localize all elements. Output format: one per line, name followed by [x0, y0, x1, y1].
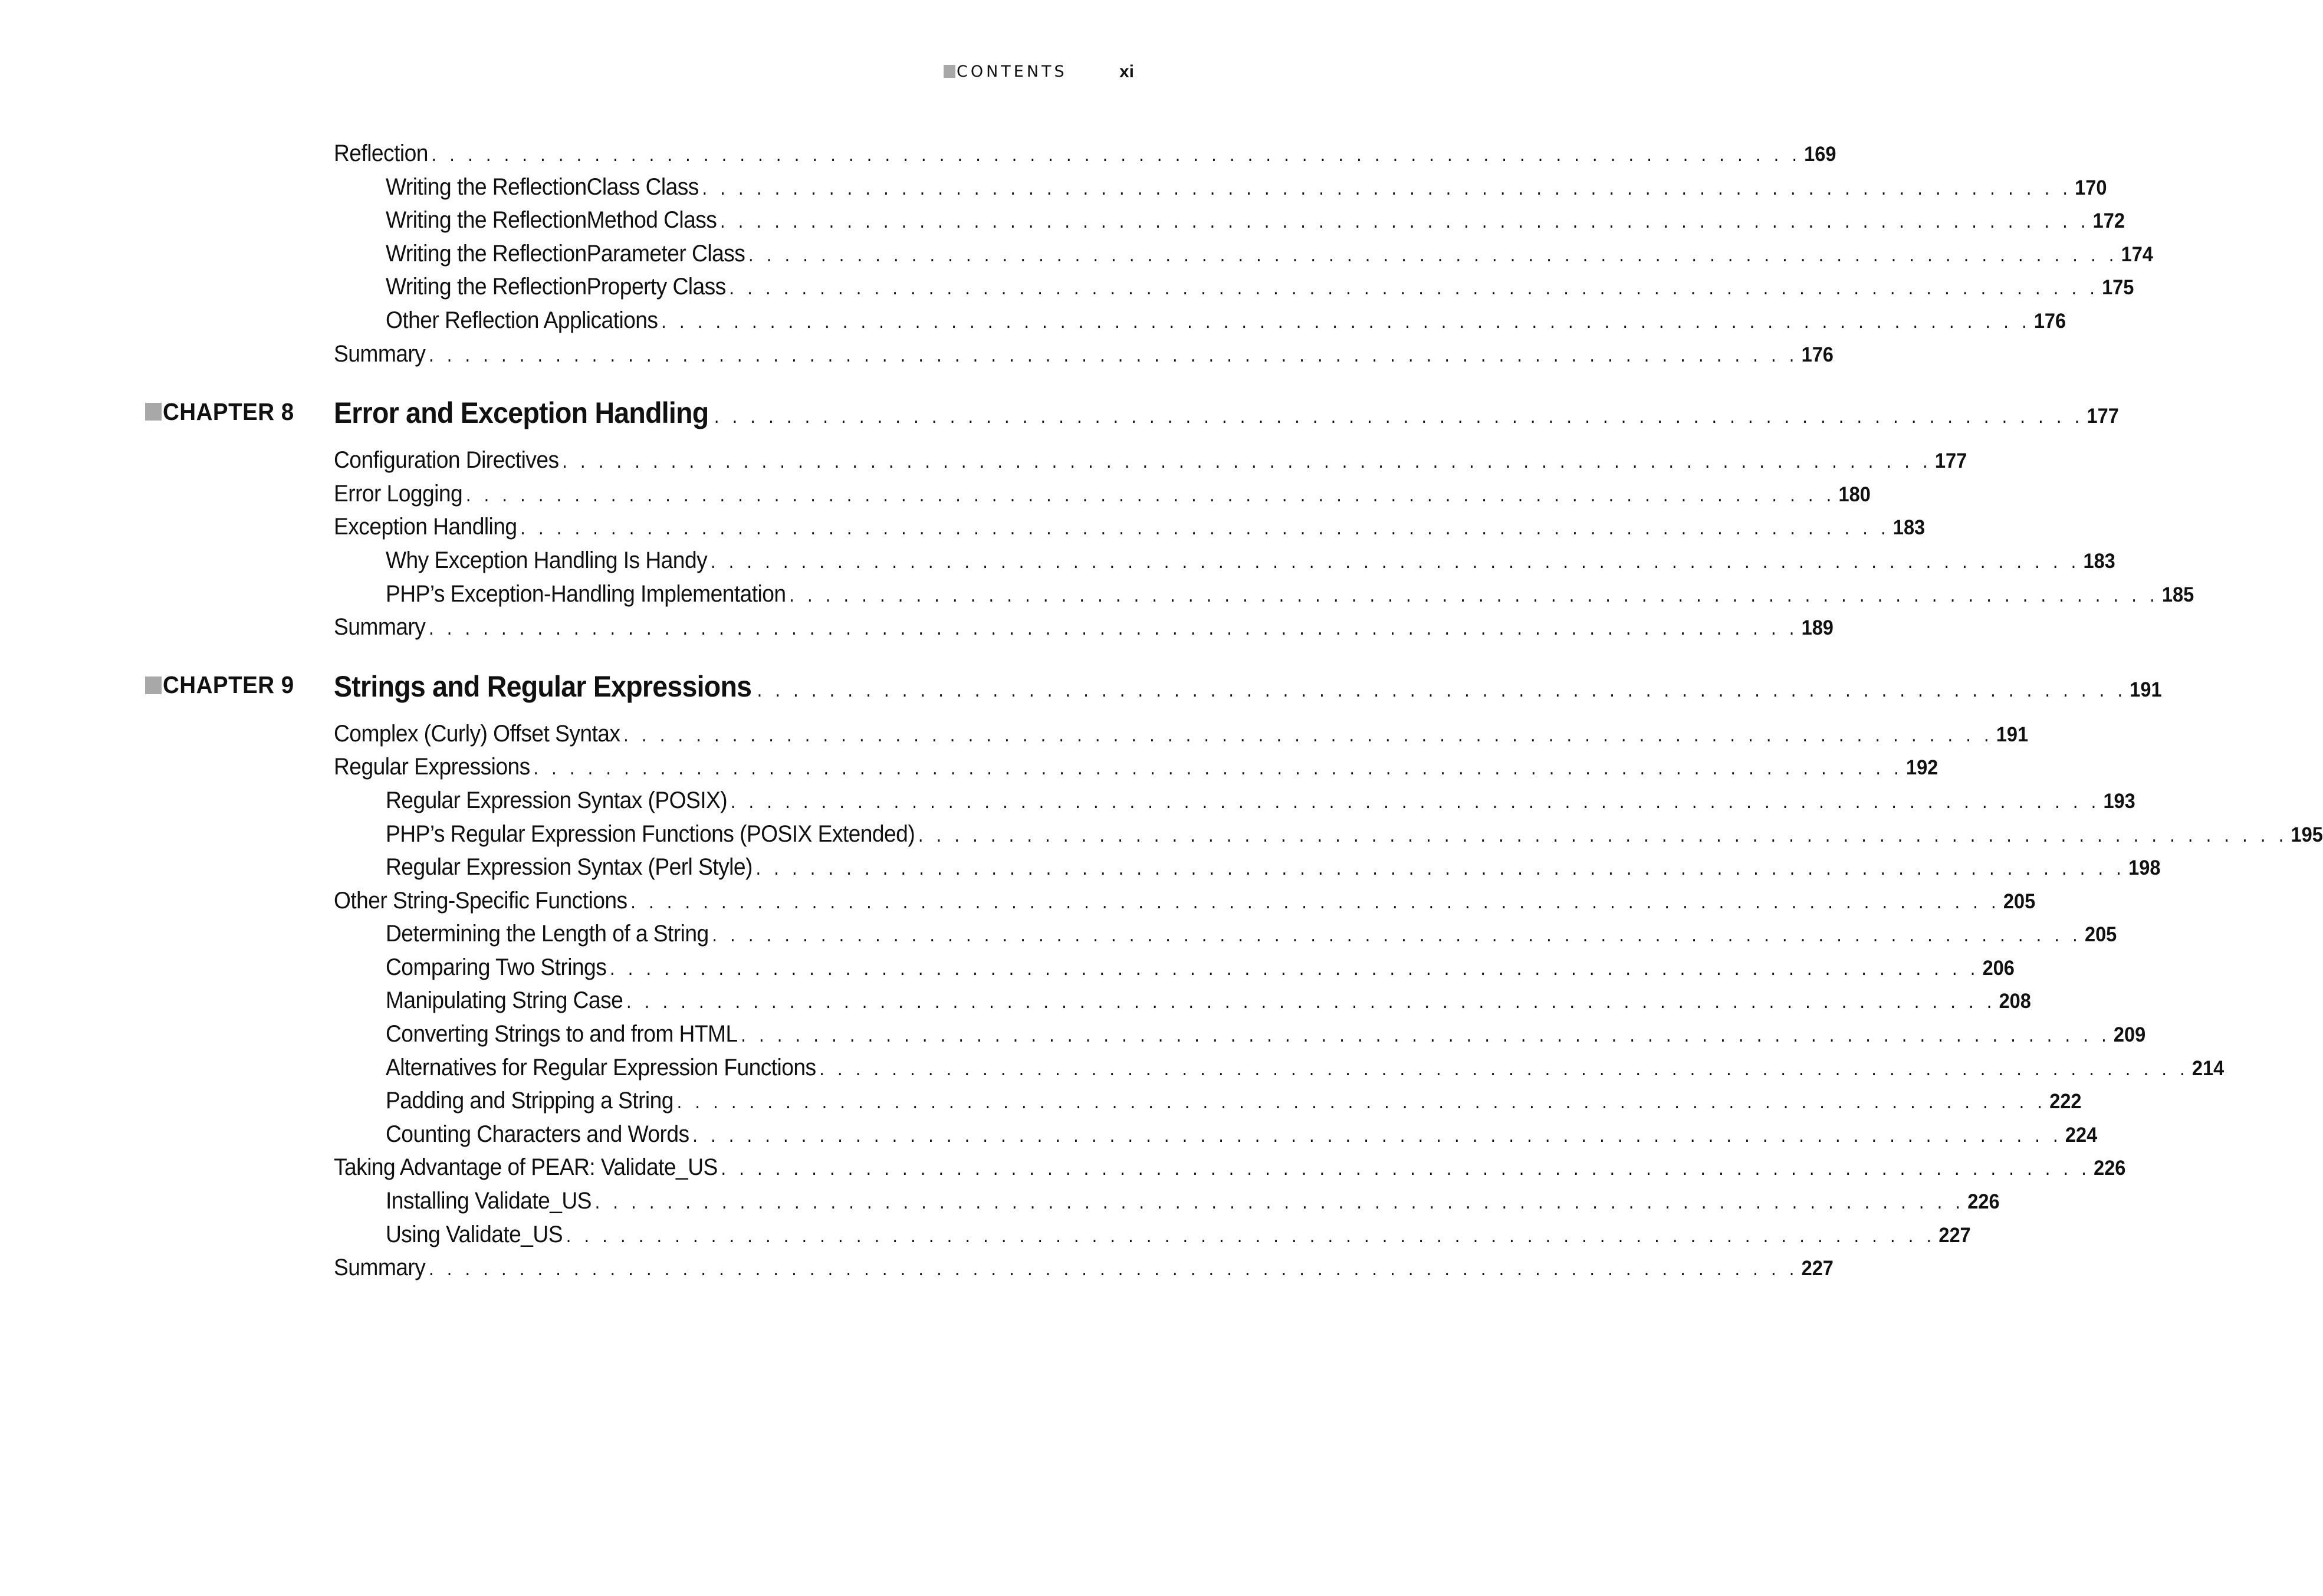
entry-title: Writing the ReflectionMethod Class [386, 207, 717, 234]
entry-title: Using Validate_US [386, 1221, 563, 1247]
dot-leader: . . . . . . . . . . . . . . . . . . . . . . . . . . . . . . . . . . . . . . . . . . . . . . . . . . . . . . . . . . . . . . . . . . . . . . . . . . . . [520, 518, 1890, 540]
square-bullet-icon [145, 403, 162, 421]
toc-entry[interactable] [334, 444, 1967, 477]
dot-leader: . . . . . . . . . . . . . . . . . . . . . . . . . . . . . . . . . . . . . . . . . . . . . . . . . . . . . . . . . . . . . . . . . . . . . . . . . . . . [757, 680, 2127, 701]
toc-subentry[interactable] [386, 951, 2015, 984]
page-number: xi [1119, 62, 1135, 81]
toc-subentry[interactable] [386, 1218, 1971, 1252]
chapter-number: CHAPTER 9 [163, 671, 294, 699]
entry-page-number: 193 [2103, 789, 2135, 813]
entry-page-number: 177 [1934, 449, 1967, 473]
toc-subentry[interactable] [386, 1051, 2225, 1085]
entry-page-number: 170 [2075, 176, 2107, 199]
entry-page-number: 206 [1982, 956, 2015, 980]
entry-page-number: 227 [1801, 1257, 1834, 1280]
entry-title: Writing the ReflectionClass Class [386, 173, 699, 200]
entry-page-number: 226 [1967, 1190, 2000, 1214]
dot-leader: . . . . . . . . . . . . . . . . . . . . . . . . . . . . . . . . . . . . . . . . . . . . . . . . . . . . . . . . . . . . . . . . . . . . . . . . . . . . [789, 585, 2159, 606]
entry-title: Regular Expressions [334, 754, 530, 780]
entry-title: Counting Characters and Words [386, 1121, 689, 1147]
chapter-heading [0, 664, 2162, 714]
entry-page-number: 209 [2113, 1023, 2146, 1047]
toc-section [0, 137, 2153, 370]
entry-page-number: 205 [2003, 889, 2036, 913]
dot-leader: . . . . . . . . . . . . . . . . . . . . . . . . . . . . . . . . . . . . . . . . . . . . . . . . . . . . . . . . . . . . . . . . . . . . . . . . . . . . [661, 311, 2031, 333]
entry-title: Writing the ReflectionParameter Class [386, 240, 745, 267]
dot-leader: . . . . . . . . . . . . . . . . . . . . . . . . . . . . . . . . . . . . . . . . . . . . . . . . . . . . . . . . . . . . . . . . . . . . . . . . . . . . [712, 925, 2082, 947]
entry-page-number: 224 [2065, 1123, 2098, 1147]
entry-title: Summary [334, 340, 426, 367]
entry-title: Alternatives for Regular Expression Functions [386, 1054, 816, 1081]
entry-page-number: 176 [1801, 343, 1834, 366]
toc-entry[interactable] [334, 477, 1871, 511]
entry-page-number: 169 [1804, 143, 1836, 166]
entry-page-number: 185 [2161, 583, 2194, 606]
dot-leader: . . . . . . . . . . . . . . . . . . . . . . . . . . . . . . . . . . . . . . . . . . . . . . . . . . . . . . . . . . . . . . . . . . . . . . . . . . . . [755, 859, 2125, 880]
chapter-heading [0, 390, 2119, 440]
toc-entry[interactable] [334, 750, 1938, 784]
chapter-label [145, 669, 303, 702]
toc-entry[interactable] [334, 717, 2029, 751]
entry-title: Taking Advantage of PEAR: Validate_US [334, 1154, 718, 1181]
running-head [944, 61, 1138, 83]
toc-subentry[interactable] [386, 1118, 2098, 1151]
dot-leader: . . . . . . . . . . . . . . . . . . . . . . . . . . . . . . . . . . . . . . . . . . . . . . . . . . . . . . . . . . . . . . . . . . . . . . . . . . . . [721, 1159, 2091, 1180]
dot-leader: . . . . . . . . . . . . . . . . . . . . . . . . . . . . . . . . . . . . . . . . . . . . . . . . . . . . . . . . . . . . . . . . . . . . . . . . . . . . [566, 1226, 1936, 1247]
entry-page-number: 208 [1999, 990, 2031, 1013]
dot-leader: . . . . . . . . . . . . . . . . . . . . . . . . . . . . . . . . . . . . . . . . . . . . . . . . . . . . . . . . . . . . . . . . . . . . . . . . . . . . [676, 1092, 2046, 1114]
entry-title: Comparing Two Strings [386, 954, 607, 980]
dot-leader: . . . . . . . . . . . . . . . . . . . . . . . . . . . . . . . . . . . . . . . . . . . . . . . . . . . . . . . . . . . . . . . . . . . . . . . . . . . . [702, 178, 2072, 199]
entry-page-number: 192 [1905, 756, 1938, 780]
toc-subentry[interactable] [386, 304, 2066, 337]
entry-page-number: 227 [1938, 1223, 1971, 1247]
entry-page-number: 198 [2128, 856, 2161, 880]
dot-leader: . . . . . . . . . . . . . . . . . . . . . . . . . . . . . . . . . . . . . . . . . . . . . . . . . . . . . . . . . . . . . . . . . . . . . . . . . . . . [819, 1059, 2189, 1080]
entry-title: Why Exception Handling Is Handy [386, 547, 708, 573]
entry-page-number: 195 [2291, 823, 2323, 846]
toc-entry[interactable] [334, 1151, 2126, 1184]
entry-page-number: 205 [2084, 923, 2117, 947]
toc-subentry[interactable] [386, 170, 2107, 204]
entry-title: Configuration Directives [334, 447, 559, 474]
entry-title: Summary [334, 614, 426, 641]
toc-subentry[interactable] [386, 544, 2115, 577]
dot-leader: . . . . . . . . . . . . . . . . . . . . . . . . . . . . . . . . . . . . . . . . . . . . . . . . . . . . . . . . . . . . . . . . . . . . . . . . . . . . [729, 278, 2099, 300]
dot-leader: . . . . . . . . . . . . . . . . . . . . . . . . . . . . . . . . . . . . . . . . . . . . . . . . . . . . . . . . . . . . . . . . . . . . . . . . . . . . [730, 792, 2100, 813]
toc-entry[interactable] [334, 1251, 1834, 1285]
entry-title: Exception Handling [334, 514, 517, 540]
square-bullet-icon [944, 65, 955, 78]
toc-subentry[interactable] [386, 817, 2323, 851]
entry-page-number: 191 [1996, 723, 2029, 746]
entry-title: PHP’s Exception-Handling Implementation [386, 580, 786, 607]
toc-entry[interactable] [334, 137, 1836, 170]
dot-leader: . . . . . . . . . . . . . . . . . . . . . . . . . . . . . . . . . . . . . . . . . . . . . . . . . . . . . . . . . . . . . . . . . . . . . . . . . . . . [594, 1193, 1964, 1214]
entry-page-number: 172 [2092, 209, 2125, 233]
entry-page-number: 214 [2191, 1056, 2225, 1080]
toc-entry[interactable] [334, 510, 1926, 544]
dot-leader: . . . . . . . . . . . . . . . . . . . . . . . . . . . . . . . . . . . . . . . . . . . . . . . . . . . . . . . . . . . . . . . . . . . . . . . . . . . . [918, 825, 2288, 846]
entry-title: Determining the Length of a String [386, 921, 709, 947]
entry-title: Regular Expression Syntax (Perl Style) [386, 854, 753, 881]
square-bullet-icon [145, 677, 162, 694]
entry-page-number: 222 [2049, 1090, 2082, 1114]
entry-page-number: 183 [2083, 549, 2115, 573]
toc-subentry[interactable] [386, 270, 2134, 304]
entry-title: Manipulating String Case [386, 987, 623, 1014]
entry-page-number: 189 [1801, 616, 1834, 640]
entry-title: Complex (Curly) Offset Syntax [334, 720, 620, 747]
chapter-number: CHAPTER 8 [163, 398, 294, 425]
toc-subentry[interactable] [386, 577, 2194, 611]
dot-leader: . . . . . . . . . . . . . . . . . . . . . . . . . . . . . . . . . . . . . . . . . . . . . . . . . . . . . . . . . . . . . . . . . . . . . . . . . . . . [428, 1259, 1799, 1280]
dot-leader: . . . . . . . . . . . . . . . . . . . . . . . . . . . . . . . . . . . . . . . . . . . . . . . . . . . . . . . . . . . . . . . . . . . . . . . . . . . . [428, 619, 1799, 640]
toc-section [0, 664, 2323, 1285]
chapter-page-number: 177 [2087, 405, 2119, 428]
entry-title: Error Logging [334, 480, 463, 507]
toc-section [0, 390, 2194, 644]
toc-subentry[interactable] [386, 237, 2153, 271]
dot-leader: . . . . . . . . . . . . . . . . . . . . . . . . . . . . . . . . . . . . . . . . . . . . . . . . . . . . . . . . . . . . . . . . . . . . . . . . . . . . [428, 345, 1799, 366]
entry-title: PHP’s Regular Expression Functions (POSIX Extended) [386, 820, 915, 847]
dot-leader: . . . . . . . . . . . . . . . . . . . . . . . . . . . . . . . . . . . . . . . . . . . . . . . . . . . . . . . . . . . . . . . . . . . . . . . . . . . . [630, 892, 2000, 913]
entry-page-number: 180 [1838, 482, 1871, 506]
dot-leader: . . . . . . . . . . . . . . . . . . . . . . . . . . . . . . . . . . . . . . . . . . . . . . . . . . . . . . . . . . . . . . . . . . . . . . . . . . . . [431, 145, 1801, 166]
dot-leader: . . . . . . . . . . . . . . . . . . . . . . . . . . . . . . . . . . . . . . . . . . . . . . . . . . . . . . . . . . . . . . . . . . . . . . . . . . . . [533, 758, 1903, 780]
dot-leader: . . . . . . . . . . . . . . . . . . . . . . . . . . . . . . . . . . . . . . . . . . . . . . . . . . . . . . . . . . . . . . . . . . . . . . . . . . . . [562, 452, 1932, 473]
entry-title: Summary [334, 1255, 426, 1281]
entry-page-number: 175 [2102, 276, 2134, 300]
entry-page-number: 176 [2033, 309, 2066, 333]
entry-title: Installing Validate_US [386, 1188, 592, 1214]
dot-leader: . . . . . . . . . . . . . . . . . . . . . . . . . . . . . . . . . . . . . . . . . . . . . . . . . . . . . . . . . . . . . . . . . . . . . . . . . . . . [748, 245, 2118, 266]
dot-leader: . . . . . . . . . . . . . . . . . . . . . . . . . . . . . . . . . . . . . . . . . . . . . . . . . . . . . . . . . . . . . . . . . . . . . . . . . . . . [609, 958, 1979, 980]
table-of-contents [0, 137, 2323, 1285]
dot-leader: . . . . . . . . . . . . . . . . . . . . . . . . . . . . . . . . . . . . . . . . . . . . . . . . . . . . . . . . . . . . . . . . . . . . . . . . . . . . [741, 1026, 2111, 1047]
entry-title: Regular Expression Syntax (POSIX) [386, 787, 728, 813]
entry-title: Other Reflection Applications [386, 307, 658, 333]
dot-leader: . . . . . . . . . . . . . . . . . . . . . . . . . . . . . . . . . . . . . . . . . . . . . . . . . . . . . . . . . . . . . . . . . . . . . . . . . . . . [719, 212, 2090, 233]
chapter-title: Strings and Regular Expressions [334, 669, 752, 703]
entry-page-number: 183 [1892, 516, 1926, 540]
chapter-page-number: 191 [2130, 678, 2162, 701]
toc-entry[interactable] [334, 337, 1834, 371]
toc-entry[interactable] [334, 610, 1834, 644]
chapter-label [145, 395, 303, 428]
entry-title: Reflection [334, 140, 428, 166]
chapter-title: Error and Exception Handling [334, 396, 709, 430]
dot-leader: . . . . . . . . . . . . . . . . . . . . . . . . . . . . . . . . . . . . . . . . . . . . . . . . . . . . . . . . . . . . . . . . . . . . . . . . . . . . [710, 551, 2080, 573]
toc-subentry[interactable] [386, 850, 2161, 884]
toc-subentry[interactable] [386, 1017, 2146, 1051]
dot-leader: . . . . . . . . . . . . . . . . . . . . . . . . . . . . . . . . . . . . . . . . . . . . . . . . . . . . . . . . . . . . . . . . . . . . . . . . . . . . [692, 1125, 2062, 1147]
chapter-entry[interactable] [334, 669, 2162, 704]
dot-leader: . . . . . . . . . . . . . . . . . . . . . . . . . . . . . . . . . . . . . . . . . . . . . . . . . . . . . . . . . . . . . . . . . . . . . . . . . . . . [465, 485, 1835, 506]
entry-page-number: 226 [2094, 1157, 2126, 1180]
dot-leader: . . . . . . . . . . . . . . . . . . . . . . . . . . . . . . . . . . . . . . . . . . . . . . . . . . . . . . . . . . . . . . . . . . . . . . . . . . . . [714, 407, 2084, 428]
chapter-entry[interactable] [334, 395, 2119, 431]
toc-subentry[interactable] [386, 917, 2117, 951]
running-head-label: CONTENTS [957, 63, 1067, 81]
toc-subentry[interactable] [386, 1184, 2000, 1218]
toc-subentry[interactable] [386, 784, 2135, 817]
entry-title: Converting Strings to and from HTML [386, 1021, 738, 1047]
entry-page-number: 174 [2121, 242, 2153, 266]
entry-title: Other String-Specific Functions [334, 887, 627, 914]
dot-leader: . . . . . . . . . . . . . . . . . . . . . . . . . . . . . . . . . . . . . . . . . . . . . . . . . . . . . . . . . . . . . . . . . . . . . . . . . . . . [626, 992, 1996, 1013]
entry-title: Writing the ReflectionProperty Class [386, 274, 726, 300]
toc-subentry[interactable] [386, 984, 2031, 1017]
toc-entry[interactable] [334, 884, 2036, 918]
toc-subentry[interactable] [386, 203, 2125, 237]
toc-subentry[interactable] [386, 1084, 2082, 1118]
entry-title: Padding and Stripping a String [386, 1088, 673, 1114]
dot-leader: . . . . . . . . . . . . . . . . . . . . . . . . . . . . . . . . . . . . . . . . . . . . . . . . . . . . . . . . . . . . . . . . . . . . . . . . . . . . [623, 725, 1993, 746]
